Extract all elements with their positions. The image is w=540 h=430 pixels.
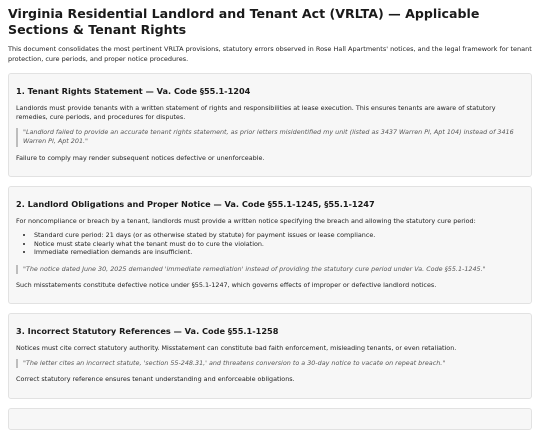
section-paragraph: Notices must cite correct statutory authority. Misstatement can constitute bad faith enforcement, misleading tenants, or even retaliation. [16,344,457,353]
section-paragraph: For noncompliance or breach by a tenant, landlords must provide a written notice specifying the breach and allowing the statutory cure period: [16,217,476,226]
section-closing: Failure to comply may render subsequent notices defective or unenforceable. [16,153,265,162]
section-tenant-rights [8,73,532,177]
section-closing: Such misstatements constitute defective notice under §55.1-1247, which governs effects of improper or defective landlord notices. [16,281,437,290]
list-item: • Immediate remediation demands are insufficient. [34,248,524,256]
section-landlord-obligations [8,186,532,304]
section-quote: "The letter cites an incorrect statute, 'section 55-248.31,' and threatens conversion to a 30-day notice to vacate on repeat breach." [16,359,524,368]
section-heading: 1. Tenant Rights Statement — Va. Code §55.1-1204 [16,86,251,96]
section-heading: 3. Incorrect Statutory References — Va. Code §55.1-1258 [16,326,279,337]
section-quote: "Landlord failed to provide an accurate tenant rights statement, as prior letters misidentified my unit (listed as 3437 Warren Pl, Apt 104) instead of 3416 Warren Pl, Apt 201." [16,128,524,147]
section-heading: 2. Landlord Obligations and Proper Notice — Va. Code §55.1-1245, §55.1-1247 [16,199,375,210]
section-closing: Correct statutory reference ensures tenant understanding and enforceable obligations. [16,375,295,384]
section-quote: "The notice dated June 30, 2025 demanded 'immediate remediation' instead of providing the statutory cure period under Va. Code §55.1-1245." [16,265,524,274]
section-statutory-references [8,313,532,398]
intro-paragraph: This document consolidates the most pertinent VRLTA provisions, statutory errors observed in Rose Hall Apartments' notices, and the legal framework for tenant protection, cure periods, and proper notice procedures. [8,45,532,63]
section-next [8,408,532,430]
list-item: • Notice must state clearly what the tenant must do to cure the violation. [34,240,524,248]
page-title: Virginia Residential Landlord and Tenant Act (VRLTA) — Applicable Sections & Tenant Rights [8,6,480,37]
list-item: • Standard cure period: 21 days (or as otherwise stated by statute) for payment issues or lease compliance. [34,231,524,239]
section-paragraph: Landlords must provide tenants with a written statement of rights and responsibilities at lease execution. This ensures tenants are aware of statutory remedies, cure periods, and procedures for disputes. [16,104,496,122]
cure-period-list [16,231,524,256]
